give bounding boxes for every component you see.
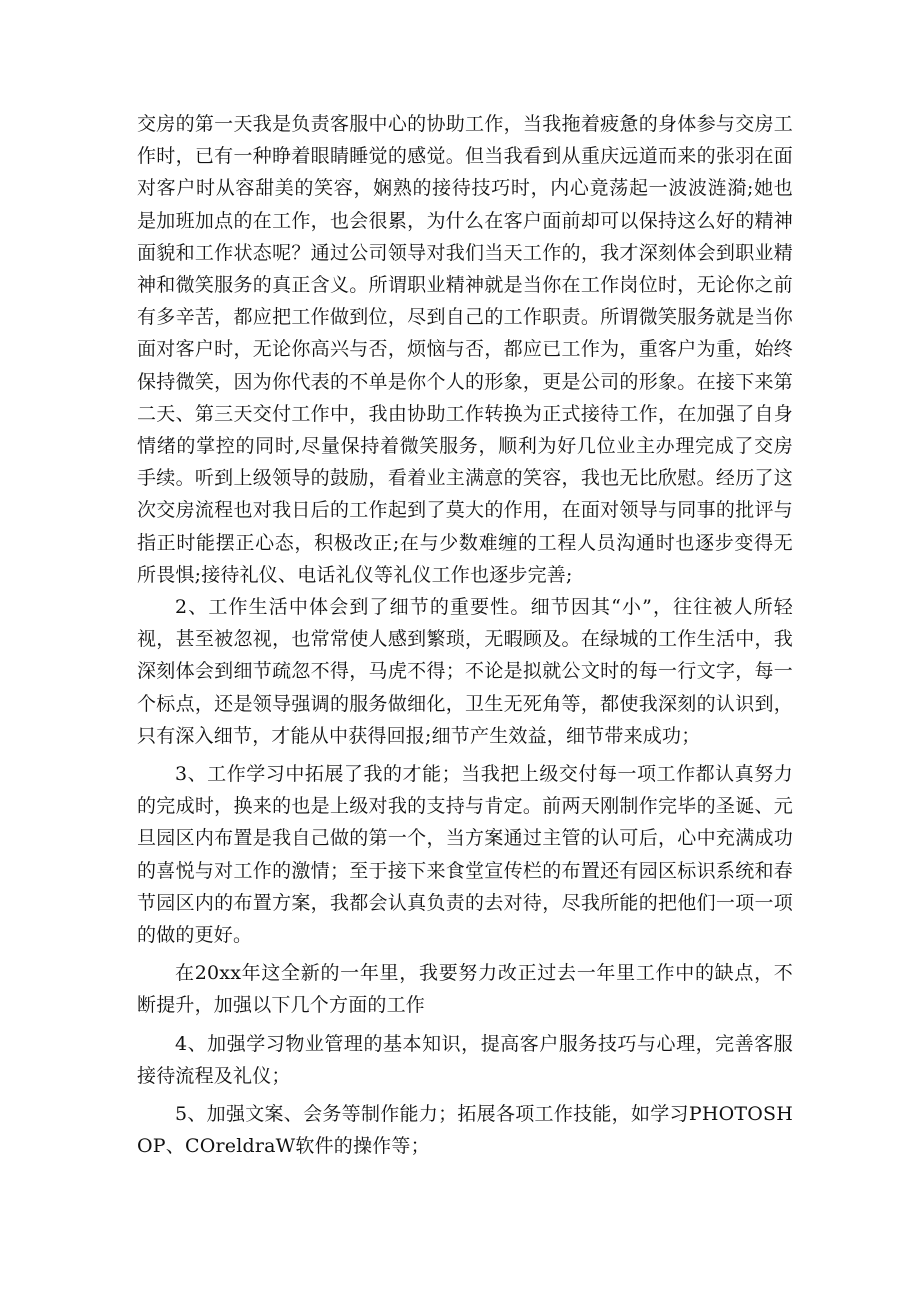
paragraph-handover-experience: 交房的第一天我是负责客服中心的协助工作，当我拖着疲惫的身体参与交房工作时，已有一种睁着眼睛睡觉的感觉。但当我看到从重庆远道而来的张羽在面对客户时从容甜美的笑容，娴熟的接待技巧时，内心竟荡起一波波涟漪;她也是加班加点的在工作，也会很累，为什么在客户面前却可以保持这么好的精神面貌和工作状态呢？通过公司领导对我们当天工作的，我才深刻体会到职业精神和微笑服务的真正含义。所谓职业精神就是当你在工作岗位时，无论你之前有多辛苦，都应把工作做到位，尽到自己的工作职责。所谓微笑服务就是当你面对客户时，无论你高兴与否，烦恼与否，都应已工作为，重客户为重，始终保持微笑，因为你代表的不单是你个人的形象，更是公司的形象。在接下来第二天、第三天交付工作中，我由协助工作转换为正式接待工作，在加强了自身情绪的掌控的同时,尽量保持着微笑服务，顺利为好几位业主办理完成了交房手续。听到上级领导的鼓励，看着业主满意的笑容，我也无比欣慰。经历了这次交房流程也对我日后的工作起到了莫大的作用，在面对领导与同事的批评与指正时能摆正心态，积极改正;在与少数难缠的工程人员沟通时也逐步变得无所畏惧;接待礼仪、电话礼仪等礼仪工作也逐步完善; [137,113,793,586]
paragraph-new-year-plan: 在20xx年这全新的一年里，我要努力改正过去一年里工作中的缺点，不断提升，加强以下几个方面的工作 [137,962,793,1017]
document-body [137,108,793,1163]
paragraph-point-3-skills: 3、工作学习中拓展了我的才能；当我把上级交付每一项工作都认真努力的完成时，换来的也是上级对我的支持与肯定。前两天刚制作完毕的圣诞、元旦园区内布置是我自己做的第一个，当方案通过主管的认可后，心中充满成功的喜悦与对工作的激情；至于接下来食堂宣传栏的布置还有园区标识系统和春节园区内的布置方案，我都会认真负责的去对待，尽我所能的把他们一项一项的做的更好。 [137,763,793,947]
paragraph-point-4-learning: 4、加强学习物业管理的基本知识，提高客户服务技巧与心理，完善客服接待流程及礼仪； [137,1032,793,1087]
paragraph-point-2-details: 2、工作生活中体会到了细节的重要性。细节因其“小”，往往被人所轻视，甚至被忽视，也常常使人感到繁琐，无暇顾及。在绿城的工作生活中，我深刻体会到细节疏忽不得，马虎不得；不论是拟就公文时的每一行文字，每一个标点，还是领导强调的服务做细化，卫生无死角等，都使我深刻的认识到，只有深入细节，才能从中获得回报;细节产生效益，细节带来成功； [137,596,793,747]
paragraph-point-5-abilities: 5、加强文案、会务等制作能力；拓展各项工作技能，如学习PHOTOSHOP、COreldraW软件的操作等； [137,1103,793,1158]
